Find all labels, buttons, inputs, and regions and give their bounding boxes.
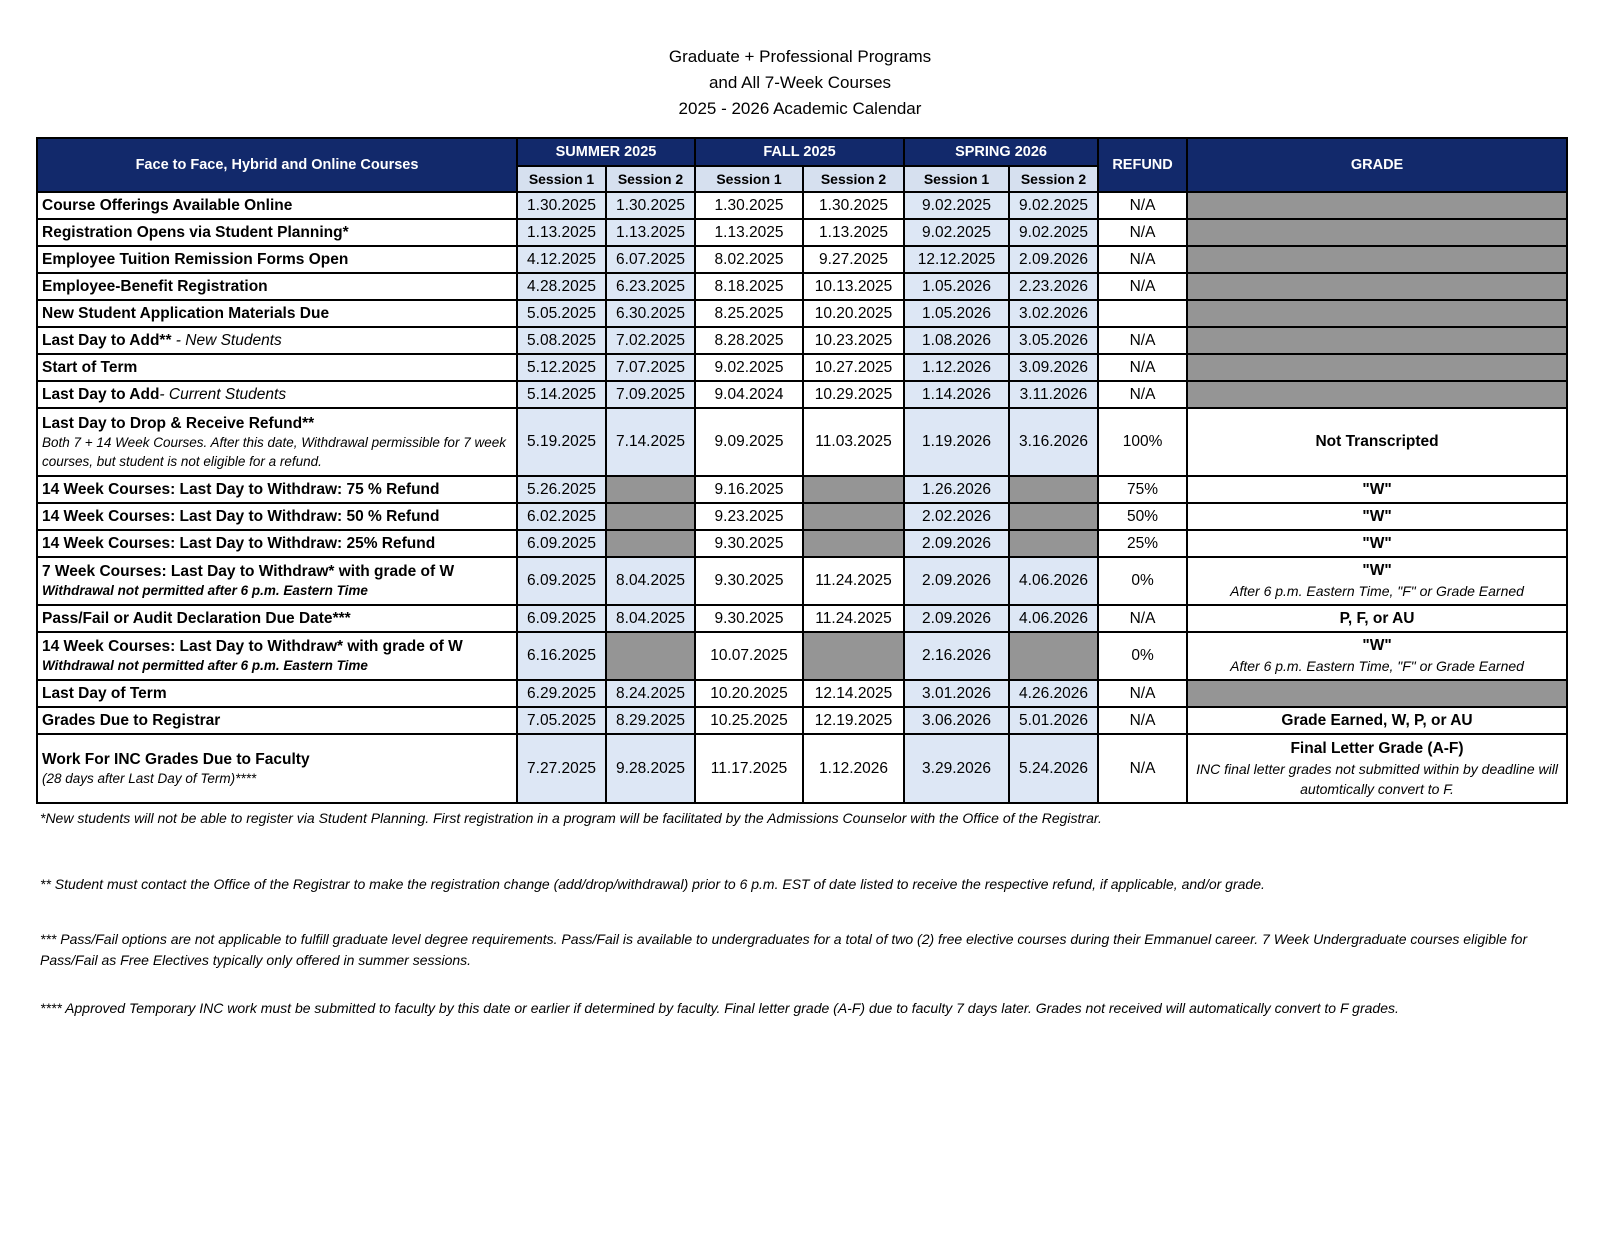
- date-cell: 9.16.2025: [695, 476, 803, 503]
- date-cell: 4.06.2026: [1009, 605, 1098, 632]
- refund-cell: N/A: [1098, 354, 1187, 381]
- date-cell: 1.12.2026: [904, 354, 1009, 381]
- blank-grade-cell: [1187, 680, 1567, 707]
- row-label-text: Pass/Fail or Audit Declaration Due Date: [42, 610, 333, 627]
- table-row: [37, 632, 1567, 680]
- refund-cell: 75%: [1098, 476, 1187, 503]
- date-cell: 1.30.2025: [695, 192, 803, 219]
- table-row: [37, 734, 1567, 803]
- date-cell: 5.19.2025: [517, 408, 606, 476]
- date-cell: 8.02.2025: [695, 246, 803, 273]
- grade-cell: [1187, 503, 1567, 530]
- title-line-1: Graduate + Professional Programs: [668, 47, 932, 66]
- date-cell: 1.05.2026: [904, 273, 1009, 300]
- date-cell: 6.23.2025: [606, 273, 695, 300]
- row-label-note: Withdrawal not permitted after 6 p.m. Eastern Time: [42, 583, 368, 598]
- date-cell: 7.07.2025: [606, 354, 695, 381]
- grade-cell: [1187, 734, 1567, 803]
- row-label: [37, 219, 517, 246]
- refund-cell: 50%: [1098, 503, 1187, 530]
- row-label: [37, 381, 517, 408]
- blank-grade-cell: [1187, 192, 1567, 219]
- row-label: [37, 530, 517, 557]
- date-cell: 10.23.2025: [803, 327, 904, 354]
- row-label-text: Course Offerings Available Online: [42, 197, 293, 214]
- fall-session-1-header: Session 1: [695, 166, 803, 192]
- date-cell: 1.30.2025: [606, 192, 695, 219]
- table-row: [37, 605, 1567, 632]
- footnote-1: *New students will not be able to register via Student Planning. First registration in a program will be facilitated by the Admissions Counselor with the Office of the Registrar.: [40, 810, 1102, 826]
- date-cell: 2.09.2026: [904, 605, 1009, 632]
- grade-cell: [1187, 408, 1567, 476]
- date-cell: 12.19.2025: [803, 707, 904, 734]
- date-cell: 1.08.2026: [904, 327, 1009, 354]
- grade-cell: [1187, 476, 1567, 503]
- row-label-suffix: - Current Students: [159, 386, 287, 403]
- date-cell: 1.19.2026: [904, 408, 1009, 476]
- row-label-text: Last Day to Drop & Receive Refund: [42, 414, 303, 432]
- date-cell: 6.09.2025: [517, 530, 606, 557]
- date-cell: 9.02.2025: [904, 192, 1009, 219]
- date-cell: 9.23.2025: [695, 503, 803, 530]
- table-row: [37, 707, 1567, 734]
- date-cell: 3.06.2026: [904, 707, 1009, 734]
- grade-text: "W": [1362, 480, 1392, 498]
- row-label-note: Withdrawal not permitted after 6 p.m. Eastern Time: [42, 658, 368, 673]
- grade-note: INC final letter grades not submitted within by deadline will automtically convert to F.: [1196, 760, 1558, 797]
- date-cell: 3.16.2026: [1009, 408, 1098, 476]
- date-cell: 7.05.2025: [517, 707, 606, 734]
- date-cell: 10.29.2025: [803, 381, 904, 408]
- date-cell: 9.30.2025: [695, 605, 803, 632]
- row-label-text: New Student Application Materials Due: [42, 305, 330, 322]
- table-row: [37, 300, 1567, 327]
- date-cell: 1.13.2025: [695, 219, 803, 246]
- fall-header: FALL 2025: [695, 138, 904, 166]
- table-row: [37, 680, 1567, 707]
- blank-grade-cell: [1187, 327, 1567, 354]
- date-cell: 2.02.2026: [904, 503, 1009, 530]
- date-cell: 6.30.2025: [606, 300, 695, 327]
- row-label-note: (28 days after Last Day of Term)****: [42, 770, 257, 786]
- blank-grade-cell: [1187, 219, 1567, 246]
- grade-cell: [1187, 632, 1567, 680]
- date-cell: 8.29.2025: [606, 707, 695, 734]
- date-cell: 4.26.2026: [1009, 680, 1098, 707]
- row-label: [37, 192, 517, 219]
- spring-header: SPRING 2026: [904, 138, 1098, 166]
- date-cell: 2.09.2026: [904, 530, 1009, 557]
- row-label: [37, 632, 517, 680]
- date-cell: 11.03.2025: [803, 408, 904, 476]
- row-label-text: Last Day to Add: [42, 386, 160, 403]
- refund-cell: N/A: [1098, 219, 1187, 246]
- date-cell: 10.25.2025: [695, 707, 803, 734]
- date-cell: 3.01.2026: [904, 680, 1009, 707]
- row-label-text: 14 Week Courses: Last Day to Withdraw* with grade of W: [42, 638, 463, 655]
- date-cell: 3.29.2026: [904, 734, 1009, 803]
- date-cell: 7.14.2025: [606, 408, 695, 476]
- date-cell: 5.24.2026: [1009, 734, 1098, 803]
- date-cell: 5.26.2025: [517, 476, 606, 503]
- date-cell: 12.14.2025: [803, 680, 904, 707]
- date-cell: 6.02.2025: [517, 503, 606, 530]
- blank-date-cell: [606, 530, 695, 557]
- grade-note: After 6 p.m. Eastern Time, "F" or Grade Earned: [1230, 658, 1524, 674]
- date-cell: 3.05.2026: [1009, 327, 1098, 354]
- date-cell: 3.09.2026: [1009, 354, 1098, 381]
- date-cell: 11.24.2025: [803, 557, 904, 605]
- row-label: [37, 246, 517, 273]
- blank-date-cell: [606, 476, 695, 503]
- blank-grade-cell: [1187, 300, 1567, 327]
- table-row: [37, 219, 1567, 246]
- date-cell: 11.24.2025: [803, 605, 904, 632]
- date-cell: 5.01.2026: [1009, 707, 1098, 734]
- blank-grade-cell: [1187, 273, 1567, 300]
- date-cell: 12.12.2025: [904, 246, 1009, 273]
- table-row: [37, 408, 1567, 476]
- refund-cell: N/A: [1098, 680, 1187, 707]
- date-cell: 8.04.2025: [606, 557, 695, 605]
- footnote-marker: *: [342, 224, 349, 241]
- date-cell: 8.28.2025: [695, 327, 803, 354]
- date-cell: 5.05.2025: [517, 300, 606, 327]
- blank-date-cell: [606, 503, 695, 530]
- blank-date-cell: [1009, 503, 1098, 530]
- date-cell: 6.09.2025: [517, 605, 606, 632]
- row-label-text: 14 Week Courses: Last Day to Withdraw: 25% Refund: [42, 535, 436, 552]
- table-row: [37, 557, 1567, 605]
- date-cell: 4.28.2025: [517, 273, 606, 300]
- table-row: [37, 476, 1567, 503]
- summer-session-1-header: Session 1: [517, 166, 606, 192]
- table-row: [37, 503, 1567, 530]
- date-cell: 9.04.2024: [695, 381, 803, 408]
- row-label: [37, 300, 517, 327]
- blank-date-cell: [803, 530, 904, 557]
- refund-cell: [1098, 300, 1187, 327]
- grade-text: "W": [1362, 534, 1392, 552]
- row-label-text: 7 Week Courses: Last Day to Withdraw* with grade of W: [42, 563, 455, 580]
- date-cell: 8.04.2025: [606, 605, 695, 632]
- blank-date-cell: [803, 503, 904, 530]
- course-column-header: Face to Face, Hybrid and Online Courses: [37, 138, 517, 192]
- academic-calendar-table: [36, 137, 1568, 804]
- date-cell: 3.11.2026: [1009, 381, 1098, 408]
- row-label-text: 14 Week Courses: Last Day to Withdraw: 50 % Refund: [42, 508, 440, 525]
- date-cell: 1.13.2025: [517, 219, 606, 246]
- date-cell: 9.30.2025: [695, 557, 803, 605]
- date-cell: 9.02.2025: [904, 219, 1009, 246]
- date-cell: 6.07.2025: [606, 246, 695, 273]
- row-label-text: Last Day of Term: [42, 685, 167, 702]
- refund-cell: 100%: [1098, 408, 1187, 476]
- date-cell: 10.20.2025: [803, 300, 904, 327]
- date-cell: 2.09.2026: [904, 557, 1009, 605]
- date-cell: 7.27.2025: [517, 734, 606, 803]
- footnote-marker: **: [159, 332, 172, 349]
- date-cell: 5.08.2025: [517, 327, 606, 354]
- date-cell: 1.12.2026: [803, 734, 904, 803]
- grade-cell: [1187, 707, 1567, 734]
- date-cell: 1.30.2025: [803, 192, 904, 219]
- date-cell: 10.27.2025: [803, 354, 904, 381]
- row-label-text: 14 Week Courses: Last Day to Withdraw: 75 % Refund: [42, 481, 440, 498]
- date-cell: 9.09.2025: [695, 408, 803, 476]
- summer-header: SUMMER 2025: [517, 138, 695, 166]
- date-cell: 7.02.2025: [606, 327, 695, 354]
- calendar-body: [37, 192, 1567, 803]
- date-cell: 9.02.2025: [695, 354, 803, 381]
- row-label: [37, 354, 517, 381]
- date-cell: 4.12.2025: [517, 246, 606, 273]
- table-row: [37, 327, 1567, 354]
- blank-date-cell: [803, 476, 904, 503]
- row-label: [37, 557, 517, 605]
- row-label-suffix: - New Students: [171, 332, 282, 349]
- grade-text: "W": [1362, 562, 1392, 579]
- date-cell: 8.18.2025: [695, 273, 803, 300]
- blank-date-cell: [803, 632, 904, 680]
- refund-cell: N/A: [1098, 192, 1187, 219]
- row-label: [37, 707, 517, 734]
- date-cell: 8.24.2025: [606, 680, 695, 707]
- blank-date-cell: [1009, 476, 1098, 503]
- date-cell: 9.30.2025: [695, 530, 803, 557]
- grade-cell: [1187, 530, 1567, 557]
- row-label: [37, 476, 517, 503]
- table-row: [37, 530, 1567, 557]
- grade-note: After 6 p.m. Eastern Time, "F" or Grade Earned: [1230, 583, 1524, 599]
- blank-grade-cell: [1187, 354, 1567, 381]
- row-label-text: Last Day to Add: [42, 332, 160, 349]
- footnote-marker: ***: [332, 610, 351, 627]
- spring-session-1-header: Session 1: [904, 166, 1009, 192]
- date-cell: 10.13.2025: [803, 273, 904, 300]
- date-cell: 1.14.2026: [904, 381, 1009, 408]
- table-row: [37, 381, 1567, 408]
- grade-text: P, F, or AU: [1339, 609, 1415, 627]
- grade-text: "W": [1362, 637, 1392, 654]
- row-label: [37, 408, 517, 476]
- grade-text: Final Letter Grade (A-F): [1290, 739, 1464, 757]
- blank-grade-cell: [1187, 381, 1567, 408]
- spring-session-2-header: Session 2: [1009, 166, 1098, 192]
- document-title: [0, 44, 1600, 122]
- refund-cell: 0%: [1098, 557, 1187, 605]
- date-cell: 3.02.2026: [1009, 300, 1098, 327]
- grade-cell: [1187, 605, 1567, 632]
- grade-text: Not Transcripted: [1315, 433, 1439, 450]
- date-cell: 1.30.2025: [517, 192, 606, 219]
- date-cell: 1.13.2025: [803, 219, 904, 246]
- row-label-text: Work For INC Grades Due to Faculty: [42, 750, 310, 768]
- date-cell: 9.02.2025: [1009, 192, 1098, 219]
- refund-cell: N/A: [1098, 327, 1187, 354]
- date-cell: 2.23.2026: [1009, 273, 1098, 300]
- refund-header: REFUND: [1098, 138, 1187, 192]
- date-cell: 8.25.2025: [695, 300, 803, 327]
- date-cell: 5.14.2025: [517, 381, 606, 408]
- title-line-2: and All 7-Week Courses: [708, 73, 892, 92]
- date-cell: 7.09.2025: [606, 381, 695, 408]
- grade-text: Grade Earned, W, P, or AU: [1281, 711, 1473, 729]
- row-label: [37, 680, 517, 707]
- date-cell: 11.17.2025: [695, 734, 803, 803]
- date-cell: 1.26.2026: [904, 476, 1009, 503]
- row-label-text: Start of Term: [42, 359, 138, 376]
- blank-grade-cell: [1187, 246, 1567, 273]
- row-label-text: Employee-Benefit Registration: [42, 278, 268, 295]
- table-row: [37, 273, 1567, 300]
- summer-session-2-header: Session 2: [606, 166, 695, 192]
- refund-cell: N/A: [1098, 273, 1187, 300]
- date-cell: 6.16.2025: [517, 632, 606, 680]
- refund-cell: 25%: [1098, 530, 1187, 557]
- refund-cell: N/A: [1098, 246, 1187, 273]
- row-label-text: Registration Opens via Student Planning: [42, 224, 343, 241]
- row-label: [37, 503, 517, 530]
- row-label: [37, 734, 517, 803]
- date-cell: 2.16.2026: [904, 632, 1009, 680]
- date-cell: 10.20.2025: [695, 680, 803, 707]
- date-cell: 1.05.2026: [904, 300, 1009, 327]
- blank-date-cell: [1009, 530, 1098, 557]
- footnote-4: **** Approved Temporary INC work must be submitted to faculty by this date or earlier if determined by faculty. Final letter grade (A-F) due to faculty 7 days later. Grades not received will automatically convert to F grades.: [40, 1000, 1399, 1016]
- blank-date-cell: [606, 632, 695, 680]
- blank-date-cell: [1009, 632, 1098, 680]
- footnote-3: *** Pass/Fail options are not applicable to fulfill graduate level degree requirements. Pass/Fail is available to undergraduates for a total of two (2) free elective courses during their Emmanuel career. 7 Week Undergraduate courses eligible for Pass/Fail as Free Electives typically only offered in summer sessions.: [40, 931, 1528, 968]
- date-cell: 4.06.2026: [1009, 557, 1098, 605]
- title-line-3: 2025 - 2026 Academic Calendar: [678, 99, 922, 118]
- row-label: [37, 605, 517, 632]
- table-row: [37, 192, 1567, 219]
- table-row: [37, 354, 1567, 381]
- row-label-text: Grades Due to Registrar: [42, 712, 221, 729]
- refund-cell: N/A: [1098, 707, 1187, 734]
- row-label: [37, 273, 517, 300]
- date-cell: 6.09.2025: [517, 557, 606, 605]
- refund-cell: N/A: [1098, 734, 1187, 803]
- grade-header: GRADE: [1187, 138, 1567, 192]
- row-label: [37, 327, 517, 354]
- grade-cell: [1187, 557, 1567, 605]
- date-cell: 2.09.2026: [1009, 246, 1098, 273]
- date-cell: 9.02.2025: [1009, 219, 1098, 246]
- grade-text: "W": [1362, 507, 1392, 525]
- fall-session-2-header: Session 2: [803, 166, 904, 192]
- row-label-note: Both 7 + 14 Week Courses. After this date, Withdrawal permissible for 7 week courses, but student is not eligible for a refund.: [42, 434, 506, 469]
- date-cell: 1.13.2025: [606, 219, 695, 246]
- date-cell: 6.29.2025: [517, 680, 606, 707]
- date-cell: 9.28.2025: [606, 734, 695, 803]
- refund-cell: N/A: [1098, 605, 1187, 632]
- footnote-2: ** Student must contact the Office of the Registrar to make the registration change (add/drop/withdrawal) prior to 6 p.m. EST of date listed to receive the respective refund, if applicable, and/or grade.: [40, 876, 1265, 892]
- footnote-marker: **: [302, 414, 315, 432]
- refund-cell: 0%: [1098, 632, 1187, 680]
- date-cell: 9.27.2025: [803, 246, 904, 273]
- date-cell: 5.12.2025: [517, 354, 606, 381]
- row-label-text: Employee Tuition Remission Forms Open: [42, 251, 349, 268]
- refund-cell: N/A: [1098, 381, 1187, 408]
- table-row: [37, 246, 1567, 273]
- date-cell: 10.07.2025: [695, 632, 803, 680]
